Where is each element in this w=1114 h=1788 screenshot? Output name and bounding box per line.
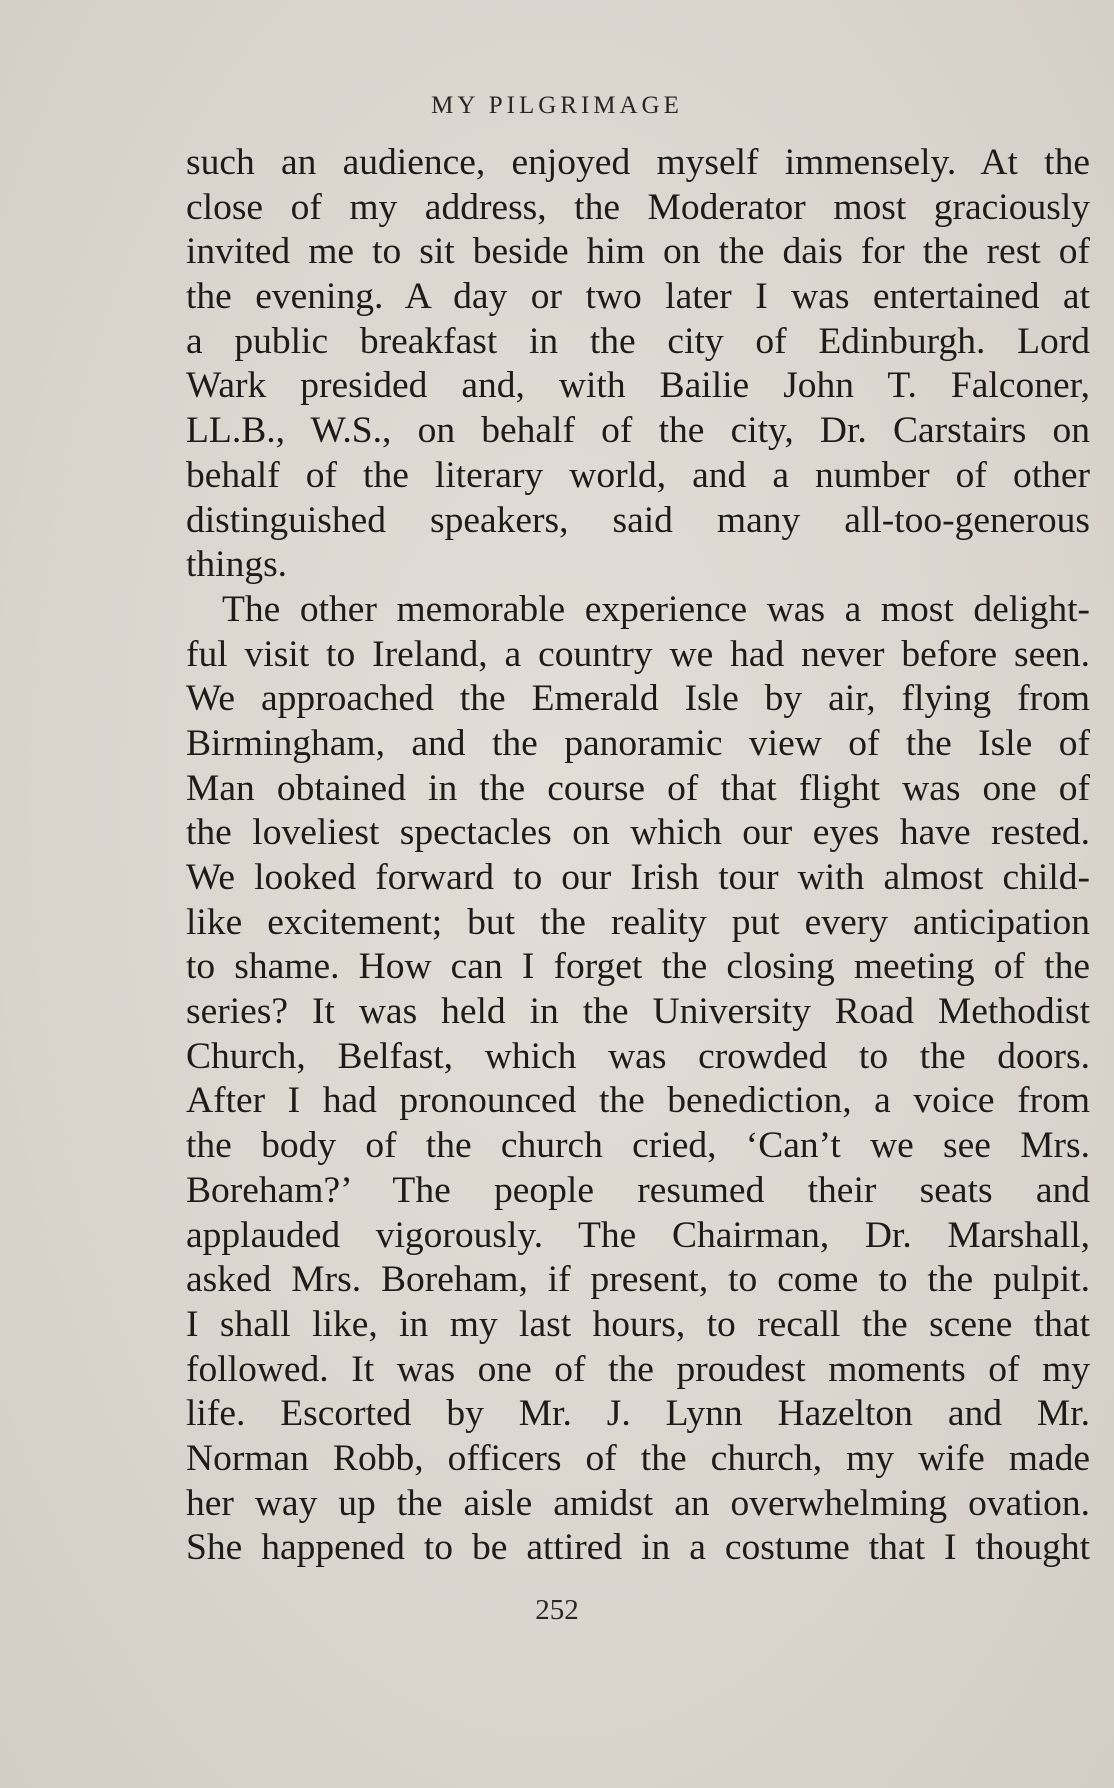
text-line: a public breakfast in the city of Edinburgh. Lord xyxy=(186,320,1090,362)
text-line: LL.B., W.S., on behalf of the city, Dr. Carstairs on xyxy=(186,410,1090,452)
text-line: Wark presided and, with Bailie John T. Falconer, xyxy=(186,365,1090,407)
body-text xyxy=(186,141,1090,1571)
text-line: Birmingham, and the panoramic view of the Isle of xyxy=(186,722,1090,764)
text-line: the evening. A day or two later I was entertained at xyxy=(186,276,1090,318)
text-line: such an audience, enjoyed myself immensely. At the xyxy=(186,142,1090,183)
text-line: the loveliest spectacles on which our eyes have rested. xyxy=(186,812,1090,854)
text-line: invited me to sit beside him on the dais for the rest of xyxy=(186,231,1090,273)
text-line: life. Escorted by Mr. J. Lynn Hazelton and Mr. xyxy=(186,1393,1090,1435)
text-line: her way up the aisle amidst an overwhelming ovation. xyxy=(186,1482,1090,1524)
paragraph-start-line: The other memorable experience was a most delight- xyxy=(222,588,1090,630)
text-line: Norman Robb, officers of the church, my wife made xyxy=(186,1437,1090,1479)
text-line: like excitement; but the reality put every anticipation xyxy=(186,901,1090,943)
page-number: 252 xyxy=(535,1594,579,1626)
text-line: behalf of the literary world, and a number of other xyxy=(186,454,1090,496)
text-line: to shame. How can I forget the closing meeting of the xyxy=(186,946,1090,988)
text-line: Church, Belfast, which was crowded to the doors. xyxy=(186,1035,1090,1077)
text-line: things. xyxy=(186,544,288,586)
text-line: the body of the church cried, ‘Can’t we see Mrs. xyxy=(186,1125,1090,1167)
text-line: asked Mrs. Boreham, if present, to come to the pulpit. xyxy=(186,1259,1090,1301)
text-line: applauded vigorously. The Chairman, Dr. Marshall, xyxy=(186,1214,1090,1256)
text-line: Man obtained in the course of that flight was one of xyxy=(186,767,1090,809)
text-line: We approached the Emerald Isle by air, flying from xyxy=(186,678,1090,720)
text-line: Boreham?’ The people resumed their seats and xyxy=(186,1169,1090,1211)
text-line: I shall like, in my last hours, to recall the scene that xyxy=(186,1303,1090,1345)
text-line: distinguished speakers, said many all-too-generous xyxy=(186,499,1090,541)
text-line: She happened to be attired in a costume that I thought xyxy=(186,1527,1090,1569)
text-line: We looked forward to our Irish tour with almost child- xyxy=(186,857,1090,898)
text-line: series? It was held in the University Road Methodist xyxy=(186,991,1090,1033)
text-line: After I had pronounced the benediction, a voice from xyxy=(186,1080,1090,1122)
text-line: close of my address, the Moderator most graciously xyxy=(186,186,1090,228)
text-line: ful visit to Ireland, a country we had never before seen. xyxy=(186,633,1090,675)
text-line: followed. It was one of the proudest moments of my xyxy=(186,1348,1090,1390)
running-head: MY PILGRIMAGE xyxy=(431,92,683,119)
